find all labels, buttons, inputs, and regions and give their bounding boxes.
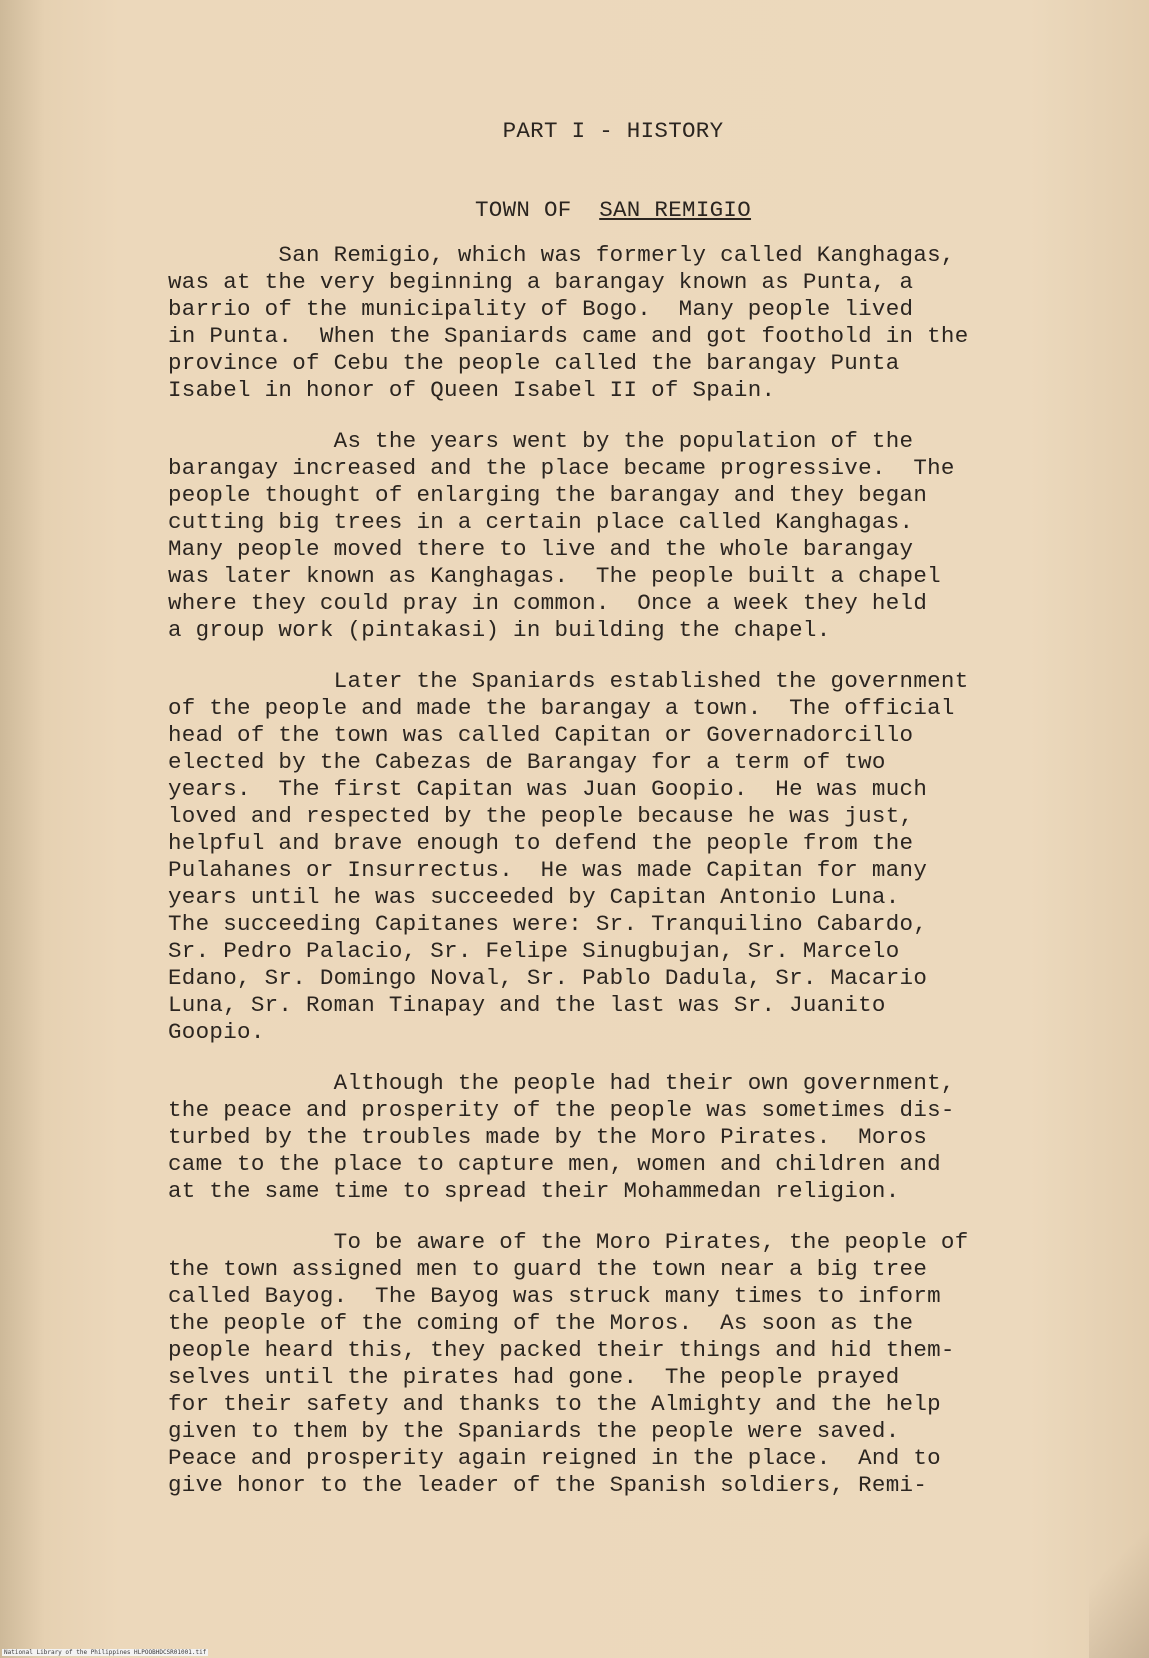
subtitle-town: SAN REMIGIO — [599, 197, 752, 223]
paragraph-3: Later the Spaniards established the government of the people and made the barangay a town. The official head of the town was called Capitan or Governadorcillo elected by the Cabezas de Barangay for a term of two years. The first Capitan was Juan Goopio. He was much loved and respected by the people because he was just, helpful and brave enough to defend the people from the Pulahanes or Insurrectus. He was made Capitan for many years until he was succeeded by Capitan Antonio Luna. The succeeding Capitanes were: Sr. Tranquilino Cabardo, Sr. Pedro Palacio, Sr. Felipe Sinugbujan, Sr. Marcelo Edano, Sr. Domingo Noval, Sr. Pablo Dadula, Sr. Macario Luna, Sr. Roman Tinapay and the last was Sr. Juanito Goopio. — [168, 668, 969, 1045]
page-corner-shadow — [1089, 1498, 1149, 1658]
page-title: PART I - HISTORY — [502, 118, 724, 144]
scan-footer: National Library of the Philippines HLPOOBHDCSR01001.tif — [4, 1649, 207, 1656]
page-subtitle — [168, 197, 1118, 224]
paragraph-5: To be aware of the Moro Pirates, the people of the town assigned men to guard the town near a big tree called Bayog. The Bayog was struck many times to inform the people of the coming of the Moros. As soon as the people heard this, they packed their things and hid them- selves until the pirates had gone. The people prayed for their safety and thanks to the Almighty and the help given to them by the Spaniards the people were saved. Peace and prosperity again reigned in the place. And to give honor to the leader of the Spanish soldiers, Remi- — [168, 1229, 969, 1498]
subtitle-prefix: TOWN OF — [474, 197, 572, 223]
paragraph-1: San Remigio, which was formerly called Kanghagas, was at the very beginning a barangay known as Punta, a barrio of the municipality of Bogo. Many people lived in Punta. When the Spaniards came and got foothold in the province of Cebu the people called the barangay Punta Isabel in honor of Queen Isabel II of Spain. — [168, 242, 969, 403]
paragraph-4: Although the people had their own government, the peace and prosperity of the people was sometimes dis- turbed by the troubles made by the Moro Pirates. Moros came to the place to capture men, women and children and at the same time to spread their Mohammedan religion. — [168, 1070, 955, 1204]
document-body — [168, 118, 1118, 1523]
paragraph-2: As the years went by the population of the barangay increased and the place became progressive. The people thought of enlarging the barangay and they began cutting big trees in a certain place called Kanghagas. Many people moved there to live and the whole barangay was later known as Kanghagas. The people built a chapel where they could pray in common. Once a week they held a group work (pintakasi) in building the chapel. — [168, 428, 955, 643]
